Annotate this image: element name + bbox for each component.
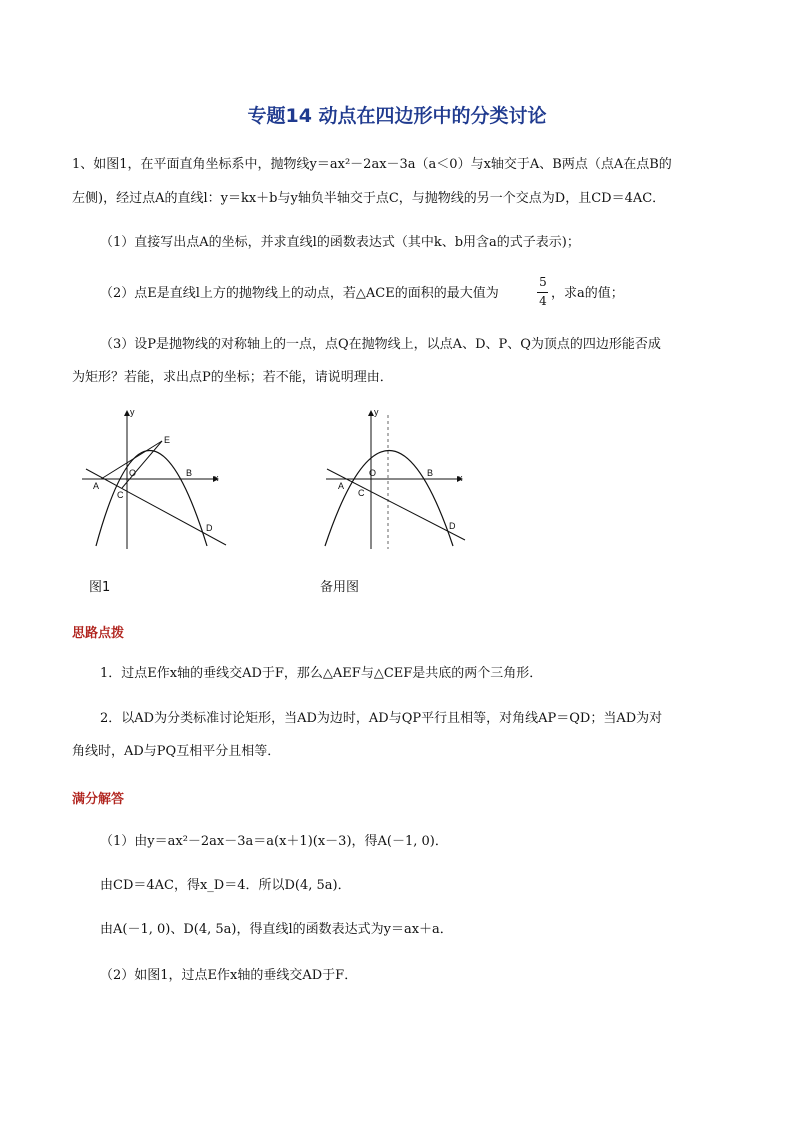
figure-spare xyxy=(322,405,482,553)
fraction-bar xyxy=(537,292,548,293)
solution-step-2: 由CD＝4AC，得x_D＝4．所以D(4, 5a)． xyxy=(100,878,351,893)
label-x: x xyxy=(214,473,219,483)
solution-step-4: （2）如图1，过点E作x轴的垂线交AD于F． xyxy=(100,968,358,983)
label-e: E xyxy=(164,435,171,445)
label-d: D xyxy=(206,523,213,533)
label-b: B xyxy=(427,468,434,478)
problem-part-3-line-1: （3）设P是抛物线的对称轴上的一点，点Q在抛物线上，以点A、D、P、Q为顶点的四边形能否成 xyxy=(100,337,661,352)
hint-item-2-line-2: 角线时，AD与PQ互相平分且相等． xyxy=(72,744,281,759)
line-l xyxy=(327,469,465,540)
line-l xyxy=(86,469,226,545)
page-title: 专题14 动点在四边形中的分类讨论 xyxy=(247,105,547,127)
parabola xyxy=(96,451,207,547)
figure-1 xyxy=(78,405,238,553)
label-a: A xyxy=(338,481,345,491)
label-a: A xyxy=(93,481,100,491)
problem-part-1: （1）直接写出点A的坐标，并求直线l的函数表达式（其中k、b用含a的式子表示)； xyxy=(100,235,580,250)
label-c: C xyxy=(117,490,124,500)
label-y: y xyxy=(374,407,379,417)
problem-part-2-tail: ，求a的值； xyxy=(551,286,624,301)
label-y: y xyxy=(130,407,135,417)
segment-ce xyxy=(122,441,162,488)
hint-item-1: 1．过点E作x轴的垂线交AD于F，那么△AEF与△CEF是共底的两个三角形． xyxy=(100,666,543,681)
label-x: x xyxy=(458,473,463,483)
label-o: O xyxy=(369,468,377,478)
solution-heading: 满分解答 xyxy=(72,792,125,807)
figure-1-caption: 图1 xyxy=(89,580,111,595)
figure-spare-caption: 备用图 xyxy=(320,580,360,595)
hints-heading: 思路点拨 xyxy=(72,626,125,641)
parabola xyxy=(325,451,453,547)
label-d: D xyxy=(449,521,456,531)
problem-line-2: 左侧)，经过点A的直线l：y＝kx＋b与y轴负半轴交于点C，与抛物线的另一个交点为D，且CD＝4AC． xyxy=(72,191,666,206)
problem-part-3-line-2: 为矩形？若能，求出点P的坐标；若不能，请说明理由． xyxy=(72,370,393,385)
problem-line-1: 1、如图1，在平面直角坐标系中，抛物线y＝ax²－2ax－3a（a＜0）与x轴交于A、B两点（点A在点B的 xyxy=(72,157,672,172)
problem-part-2-text: （2）点E是直线l上方的抛物线上的动点，若△ACE的面积的最大值为 xyxy=(100,286,499,301)
label-o: O xyxy=(129,468,137,478)
label-b: B xyxy=(186,468,193,478)
label-c: C xyxy=(358,488,365,498)
solution-step-3: 由A(－1, 0)、D(4, 5a)，得直线l的函数表达式为y＝ax＋a． xyxy=(100,922,453,937)
hint-item-2-line-1: 2．以AD为分类标准讨论矩形，当AD为边时，AD与QP平行且相等，对角线AP＝QD；当AD为对 xyxy=(100,711,663,726)
fraction-numerator: 5 xyxy=(539,275,547,289)
fraction-denominator: 4 xyxy=(539,294,547,308)
solution-step-1: （1）由y＝ax²－2ax－3a＝a(x＋1)(x－3)，得A(－1, 0)． xyxy=(100,834,448,849)
